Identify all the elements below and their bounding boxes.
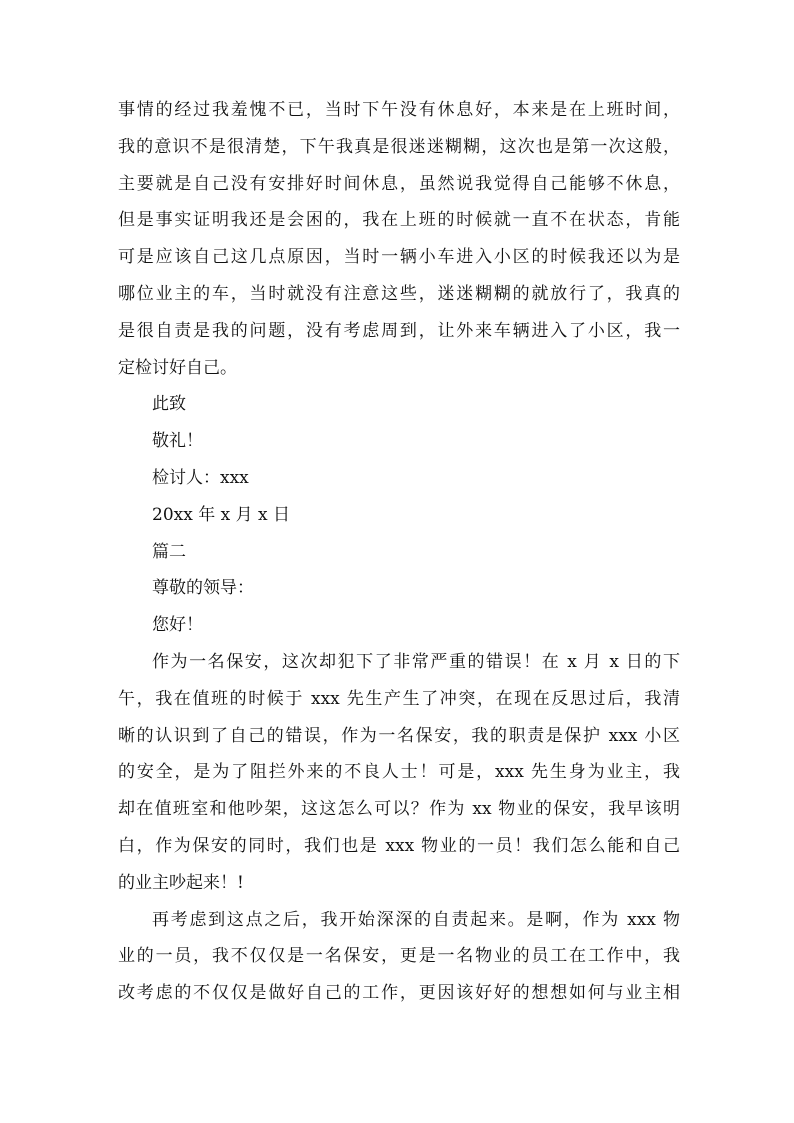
document-body (118, 92, 680, 1012)
text-line: 业的一员，我不仅仅是一名保安，更是一名物业的员工在工作中，我 (118, 946, 680, 967)
section-heading: 篇二 (152, 541, 186, 562)
signature-line: 检讨人：xxx (152, 467, 249, 488)
text-line: 我的意识不是很清楚，下午我真是很迷迷糊糊，这次也是第一次这般， (118, 136, 680, 157)
text-line: 定检讨好自己。 (118, 357, 237, 378)
text-line: 的安全，是为了阻拦外来的不良人士！可是，xxx 先生身为业主，我 (118, 762, 680, 783)
text-line: 的业主吵起来！! (118, 872, 244, 893)
closing-respect: 敬礼！ (152, 431, 203, 452)
text-line: 却在值班室和他吵架，这这怎么可以？作为 xx 物业的保安，我早该明 (118, 799, 680, 820)
closing-salutation: 此致 (152, 394, 186, 415)
text-line: 但是事实证明我还是会困的，我在上班的时候就一直不在状态，肯能 (118, 210, 680, 231)
text-line: 晰的认识到了自己的错误，作为一名保安，我的职责是保护 xxx 小区 (118, 725, 680, 746)
text-line: 作为一名保安，这次却犯下了非常严重的错误！在 x 月 x 日的下 (152, 651, 680, 672)
letter-greeting: 尊敬的领导： (152, 578, 254, 599)
text-line: 事情的经过我羞愧不已，当时下午没有休息好，本来是在上班时间， (118, 100, 680, 120)
text-line: 改考虑的不仅仅是做好自己的工作，更因该好好的想想如何与业主相 (118, 983, 680, 1004)
text-line: 午，我在值班的时候于 xxx 先生产生了冲突，在现在反思过后，我清 (118, 688, 680, 709)
letter-hello: 您好！ (152, 615, 203, 636)
text-line: 主要就是自己没有安排好时间休息，虽然说我觉得自己能够不休息， (118, 173, 680, 194)
date-line: 20xx 年 x 月 x 日 (152, 504, 291, 525)
text-line: 可是应该自己这几点原因，当时一辆小车进入小区的时候我还以为是 (118, 247, 680, 268)
text-line: 哪位业主的车，当时就没有注意这些，迷迷糊糊的就放行了，我真的 (118, 283, 680, 304)
text-line: 再考虑到这点之后，我开始深深的自责起来。是啊，作为 xxx 物 (152, 909, 680, 930)
text-line: 白，作为保安的同时，我们也是 xxx 物业的一员！我们怎么能和自己 (118, 835, 680, 856)
text-line: 是很自责是我的问题，没有考虑周到，让外来车辆进入了小区，我一 (118, 320, 680, 341)
